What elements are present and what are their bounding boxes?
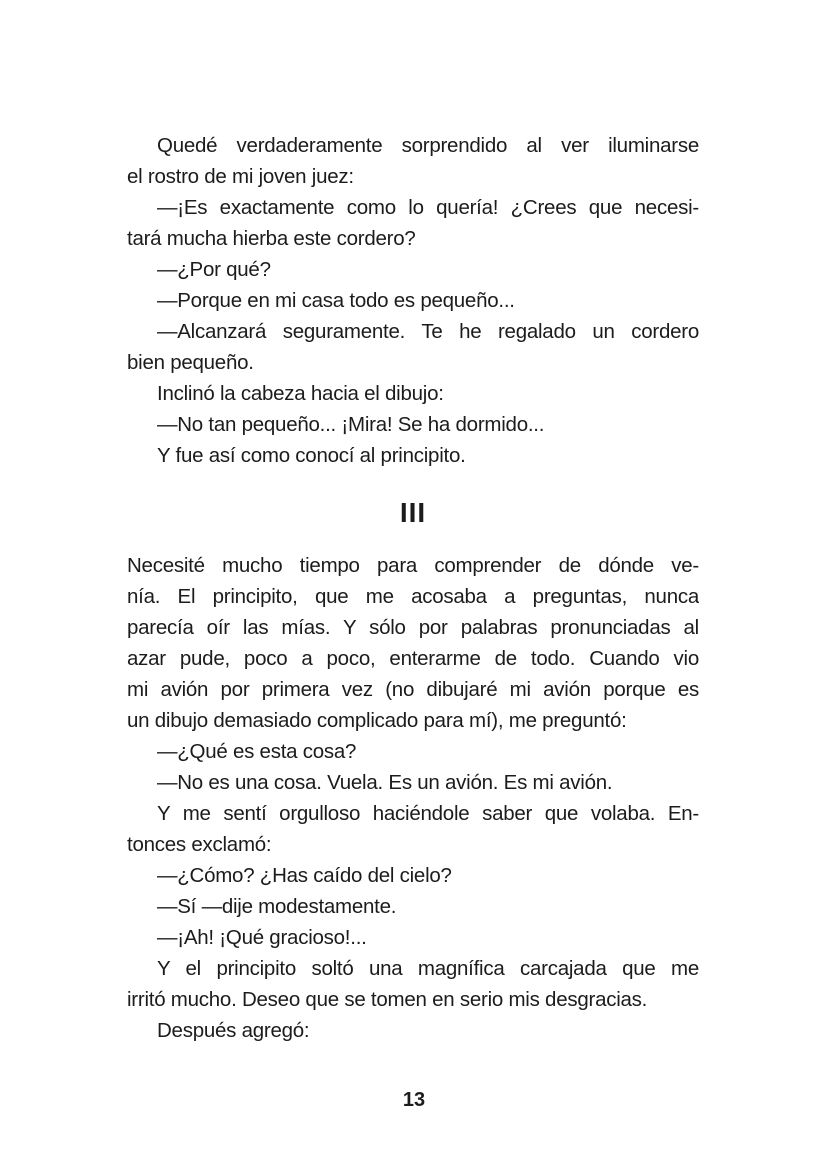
text-line: —¡Ah! ¡Qué gracioso!... <box>157 926 367 949</box>
text-line: Después agregó: <box>157 1019 310 1042</box>
text-line: irritó mucho. Deseo que se tomen en serio mis desgracias. <box>127 988 648 1011</box>
text-line: Necesité mucho tiempo para comprender de dónde ve- <box>127 554 699 577</box>
text-line: azar pude, poco a poco, enterarme de todo. Cuando vio <box>127 647 699 670</box>
text-line: Quedé verdaderamente sorprendido al ver iluminarse <box>157 134 699 157</box>
text-line: mi avión por primera vez (no dibujaré mi avión porque es <box>127 678 699 701</box>
text-line: —¿Qué es esta cosa? <box>157 740 357 763</box>
text-block <box>127 130 699 1046</box>
text-line: Y me sentí orgulloso haciéndole saber que volaba. En- <box>157 802 699 825</box>
text-line: parecía oír las mías. Y sólo por palabras pronunciadas al <box>127 616 699 639</box>
text-line: nía. El principito, que me acosaba a preguntas, nunca <box>127 585 699 608</box>
text-line: —No tan pequeño... ¡Mira! Se ha dormido... <box>157 413 545 436</box>
text-line: —¿Cómo? ¿Has caído del cielo? <box>157 864 452 887</box>
text-line: Y fue así como conocí al principito. <box>157 444 466 467</box>
chapter-heading: III <box>399 497 427 528</box>
text-line: —¿Por qué? <box>157 258 271 281</box>
text-line: el rostro de mi joven juez: <box>127 165 354 188</box>
text-line: —Alcanzará seguramente. Te he regalado un cordero <box>157 320 699 343</box>
text-line: bien pequeño. <box>127 351 254 374</box>
text-line: —¡Es exactamente como lo quería! ¿Crees que necesi- <box>157 196 699 219</box>
text-line: tará mucha hierba este cordero? <box>127 227 416 250</box>
text-line: un dibujo demasiado complicado para mí), me preguntó: <box>127 709 627 732</box>
text-line: —Porque en mi casa todo es pequeño... <box>157 289 515 312</box>
page-number: 13 <box>402 1089 426 1111</box>
text-line: —No es una cosa. Vuela. Es un avión. Es mi avión. <box>157 771 613 794</box>
text-line: tonces exclamó: <box>127 833 272 856</box>
text-line: Inclinó la cabeza hacia el dibujo: <box>157 382 444 405</box>
text-line: Y el principito soltó una magnífica carcajada que me <box>157 957 699 980</box>
text-line: —Sí —dije modestamente. <box>157 895 397 918</box>
